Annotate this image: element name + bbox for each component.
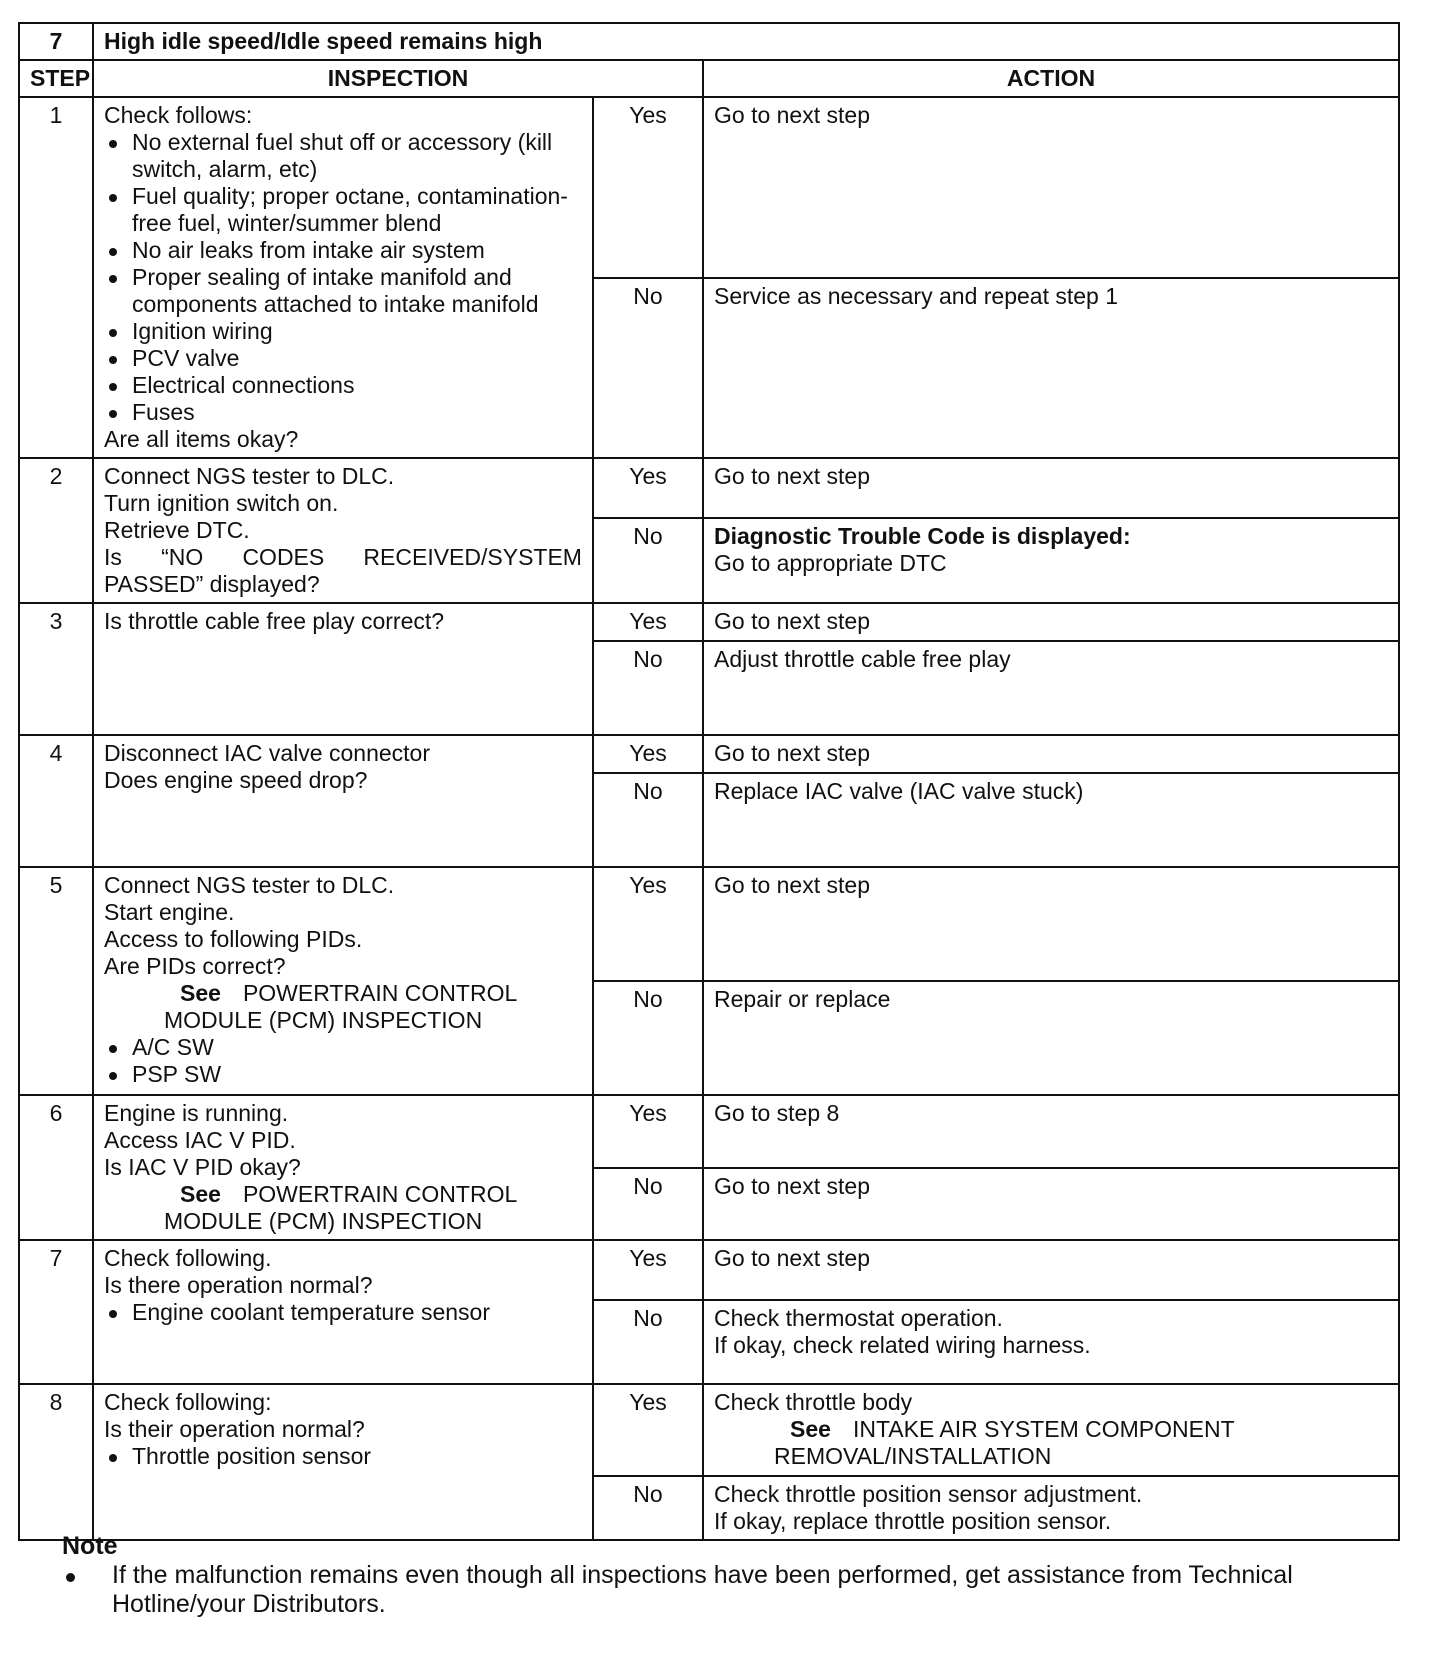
inspection-bullet: Electrical connections [104, 372, 582, 399]
step-1-yes-row [19, 97, 1399, 278]
inspection-bullet: No external fuel shut off or accessory (kill switch, alarm, etc) [104, 129, 582, 183]
see-keyword: See [790, 1416, 831, 1442]
header-inspection: INSPECTION [93, 60, 703, 97]
step-number: 2 [19, 458, 93, 603]
yes-action: Go to next step [703, 458, 1399, 518]
inspection-question-end: PASSED” displayed? [104, 571, 320, 597]
yes-action: Go to next step [703, 735, 1399, 773]
no-action: Service as necessary and repeat step 1 [703, 278, 1399, 459]
yes-label: Yes [593, 1384, 703, 1476]
no-label: No [593, 1300, 703, 1384]
inspection-line: Engine is running. [104, 1100, 289, 1126]
no-label: No [593, 1168, 703, 1241]
step-6-inspection [93, 1095, 593, 1240]
step-8-yes-row [19, 1384, 1399, 1476]
inspection-question: Are all items okay? [104, 426, 299, 452]
no-action-text: Go to appropriate DTC [714, 550, 947, 577]
inspection-bullet: Proper sealing of intake manifold and components attached to intake manifold [104, 264, 582, 318]
inspection-line: Is throttle cable free play correct? [104, 608, 445, 634]
see-keyword: See [180, 1181, 221, 1207]
inspection-line: Retrieve DTC. [104, 517, 250, 543]
see-reference [104, 980, 582, 1007]
step-3-inspection [93, 603, 593, 735]
symptom-number: 7 [19, 23, 93, 60]
header-step: STEP [19, 60, 93, 97]
inspection-line: Connect NGS tester to DLC. [104, 872, 395, 898]
no-action [703, 1476, 1399, 1540]
inspection-line: Is there operation normal? [104, 1272, 373, 1298]
yes-label: Yes [593, 458, 703, 518]
step-6-yes-row [19, 1095, 1399, 1168]
inspection-line: Check following: [104, 1389, 272, 1415]
yes-action: Go to next step [703, 97, 1399, 278]
note-title: Note [62, 1532, 118, 1560]
yes-action [703, 1384, 1399, 1476]
no-label: No [593, 641, 703, 735]
inspection-bullet: Fuses [104, 399, 582, 426]
no-label: No [593, 773, 703, 867]
symptom-title: High idle speed/Idle speed remains high [93, 23, 1399, 60]
inspection-bullet: Engine coolant temperature sensor [104, 1299, 582, 1326]
no-action-line: Check throttle position sensor adjustment. [714, 1481, 1143, 1507]
step-5-inspection [93, 867, 593, 1095]
inspection-line: Does engine speed drop? [104, 767, 368, 793]
inspection-bullet: No air leaks from intake air system [104, 237, 582, 264]
inspection-bullet: PSP SW [104, 1061, 582, 1088]
inspection-bullet: A/C SW [104, 1034, 582, 1061]
title-row [19, 23, 1399, 60]
step-4-inspection [93, 735, 593, 867]
see-reference-title: INTAKE AIR SYSTEM COMPONENT [852, 1416, 1235, 1442]
step-3-yes-row [19, 603, 1399, 641]
question-word: RECEIVED/SYSTEM [363, 544, 582, 570]
no-label: No [593, 981, 703, 1095]
question-word: “NO [161, 544, 204, 570]
see-reference-continued: MODULE (PCM) INSPECTION [164, 1007, 483, 1033]
header-row [19, 60, 1399, 97]
step-8-inspection [93, 1384, 593, 1540]
dtc-displayed-heading: Diagnostic Trouble Code is displayed: [714, 523, 1131, 550]
note-section [62, 1532, 1382, 1619]
diagnostic-table [18, 22, 1400, 1541]
step-1-inspection [93, 97, 593, 458]
yes-label: Yes [593, 603, 703, 641]
no-action-line: If okay, check related wiring harness. [714, 1332, 1091, 1358]
step-number: 6 [19, 1095, 93, 1240]
see-reference-continued: MODULE (PCM) INSPECTION [164, 1208, 483, 1234]
no-label: No [593, 278, 703, 459]
no-action-line: If okay, replace throttle position sensor. [714, 1508, 1112, 1534]
step-number: 8 [19, 1384, 93, 1540]
inspection-bullet: Fuel quality; proper octane, contamination-free fuel, winter/summer blend [104, 183, 582, 237]
question-word: Is [104, 544, 122, 570]
inspection-bullet: Throttle position sensor [104, 1443, 582, 1470]
no-label: No [593, 518, 703, 603]
yes-action-text: Check throttle body [714, 1389, 913, 1415]
step-number: 3 [19, 603, 93, 735]
yes-label: Yes [593, 735, 703, 773]
inspection-line: Check following. [104, 1245, 272, 1271]
step-5-yes-row [19, 867, 1399, 981]
no-action-line: Check thermostat operation. [714, 1305, 1003, 1331]
inspection-line: Is IAC V PID okay? [104, 1154, 301, 1180]
note-text: If the malfunction remains even though all inspections have been performed, get assistance from Technical Hotline/your Distributors. [62, 1561, 1382, 1619]
yes-label: Yes [593, 97, 703, 278]
inspection-line: Turn ignition switch on. [104, 490, 339, 516]
step-4-yes-row [19, 735, 1399, 773]
inspection-line: Disconnect IAC valve connector [104, 740, 430, 766]
inspection-line: Start engine. [104, 899, 235, 925]
see-reference-continued: REMOVAL/INSTALLATION [774, 1443, 1052, 1469]
step-2-yes-row [19, 458, 1399, 518]
inspection-line: Check follows: [104, 102, 253, 128]
inspection-bullet: PCV valve [104, 345, 582, 372]
troubleshooting-page [18, 22, 1398, 1541]
see-reference [714, 1416, 1388, 1443]
step-number: 5 [19, 867, 93, 1095]
step-7-inspection [93, 1240, 593, 1384]
no-action: Go to next step [703, 1168, 1399, 1241]
inspection-line: Are PIDs correct? [104, 953, 286, 979]
inspection-line: Is their operation normal? [104, 1416, 365, 1442]
no-action [703, 1300, 1399, 1384]
see-reference-title: POWERTRAIN CONTROL [242, 1181, 518, 1207]
step-number: 4 [19, 735, 93, 867]
see-reference [104, 1181, 582, 1208]
inspection-line: Access IAC V PID. [104, 1127, 296, 1153]
no-action: Repair or replace [703, 981, 1399, 1095]
no-label: No [593, 1476, 703, 1540]
header-action: ACTION [703, 60, 1399, 97]
question-word: CODES [242, 544, 325, 570]
see-reference-title: POWERTRAIN CONTROL [242, 980, 518, 1006]
inspection-line: Access to following PIDs. [104, 926, 363, 952]
step-number: 7 [19, 1240, 93, 1384]
see-keyword: See [180, 980, 221, 1006]
step-2-inspection [93, 458, 593, 603]
step-number: 1 [19, 97, 93, 458]
yes-label: Yes [593, 1240, 703, 1300]
yes-action: Go to next step [703, 1240, 1399, 1300]
yes-action: Go to next step [703, 867, 1399, 981]
step-7-yes-row [19, 1240, 1399, 1300]
no-action: Replace IAC valve (IAC valve stuck) [703, 773, 1399, 867]
no-action: Adjust throttle cable free play [703, 641, 1399, 735]
no-action [703, 518, 1399, 603]
yes-action: Go to step 8 [703, 1095, 1399, 1168]
yes-label: Yes [593, 867, 703, 981]
inspection-bullet: Ignition wiring [104, 318, 582, 345]
inspection-line: Connect NGS tester to DLC. [104, 463, 395, 489]
yes-action: Go to next step [703, 603, 1399, 641]
inspection-question [104, 544, 582, 571]
yes-label: Yes [593, 1095, 703, 1168]
